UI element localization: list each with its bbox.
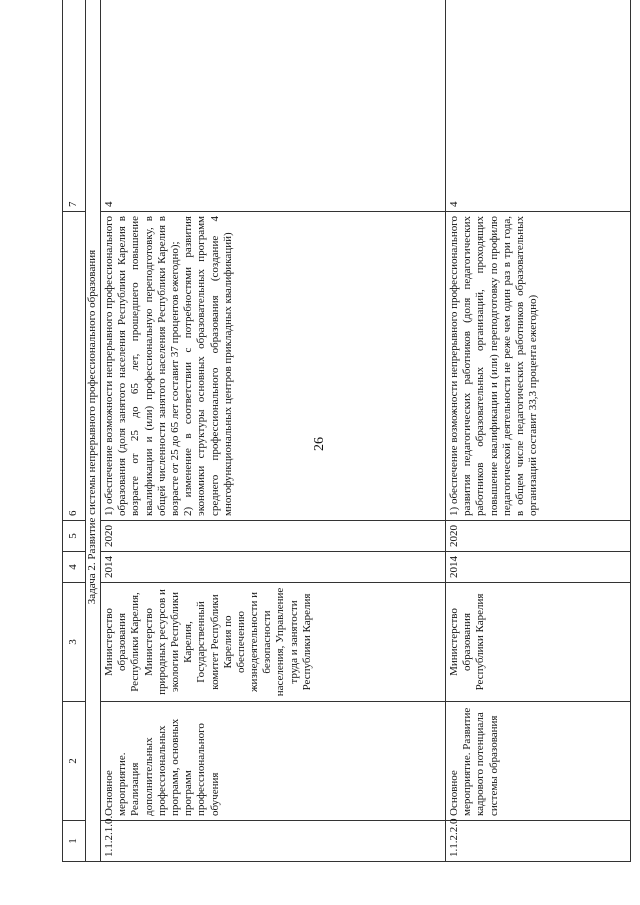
column-header: 6 [63,212,86,521]
column-header: 3 [63,583,86,702]
column-header: 5 [63,521,86,552]
row-name: Основное мероприятие. Развитие кадрового потенциала системы образования [446,702,631,821]
page-number: 26 [312,437,327,451]
column-header: 2 [63,702,86,821]
column-header: 7 [63,0,86,212]
row-end-year: 2020 [101,521,446,552]
row-executors: Министерство образования Республики Карелия [446,583,631,702]
row-indicator: 4 [446,0,631,212]
row-indicator: 4 [101,0,446,212]
row-name: Основное мероприятие. Реализация дополнительных профессиональных программ, основных программ профессионального обучения [101,702,446,821]
task-row [86,0,101,862]
program-table [62,0,631,862]
table-row [101,0,446,862]
row-start-year: 2014 [446,552,631,583]
row-code: 1.1.2.1.0. [101,821,446,862]
row-results [101,212,446,521]
table-row [446,0,631,862]
row-start-year: 2014 [101,552,446,583]
result-item: 2) изменение в соответствии с потребностями развития экономики структуры основных образовательных программ среднего профессионального образования (создание 4 многофункциональных центров прикладных квалификаций) [182,216,234,516]
row-end-year: 2020 [446,521,631,552]
table-header-row [63,0,86,862]
row-code: 1.1.2.2.0 [446,821,631,862]
column-header: 1 [63,821,86,862]
result-item: 1) обеспечение возможности непрерывного профессионального развития педагогических работников (доля педагогических работников образовательных организаций, проходящих повышение квалификации и (или) переподготовку по профилю педагогической деятельности не реже чем один раз в три года, в общем числе педагогических работников образовательных организаций составит 33,3 процента ежегодно) [448,216,540,516]
row-executors: Министерство образования Республики Карелия, Министерство природных ресурсов и экологии Республики Карелия, Государственный комитет Республики Карелия по обеспечению жизнедеятельности и безопасности населения, Управление труда и занятости Республики Карелия [101,583,446,702]
result-item: 1) обеспечение возможности непрерывного профессионального образования (доля занятого населения Республики Карелия в возрасте от 25 до 65 лет, прошедшего повышение квалификации и (или) профессиональную переподготовку, в общей численности занятого населения Республики Карелия в возрасте от 25 до 65 лет составит 37 процентов ежегодно); [103,216,181,516]
column-header: 4 [63,552,86,583]
rotated-page [0,52,640,862]
task-title: Задача 2. Развитие системы непрерывного профессионального образования [86,0,101,862]
row-results [446,212,631,521]
